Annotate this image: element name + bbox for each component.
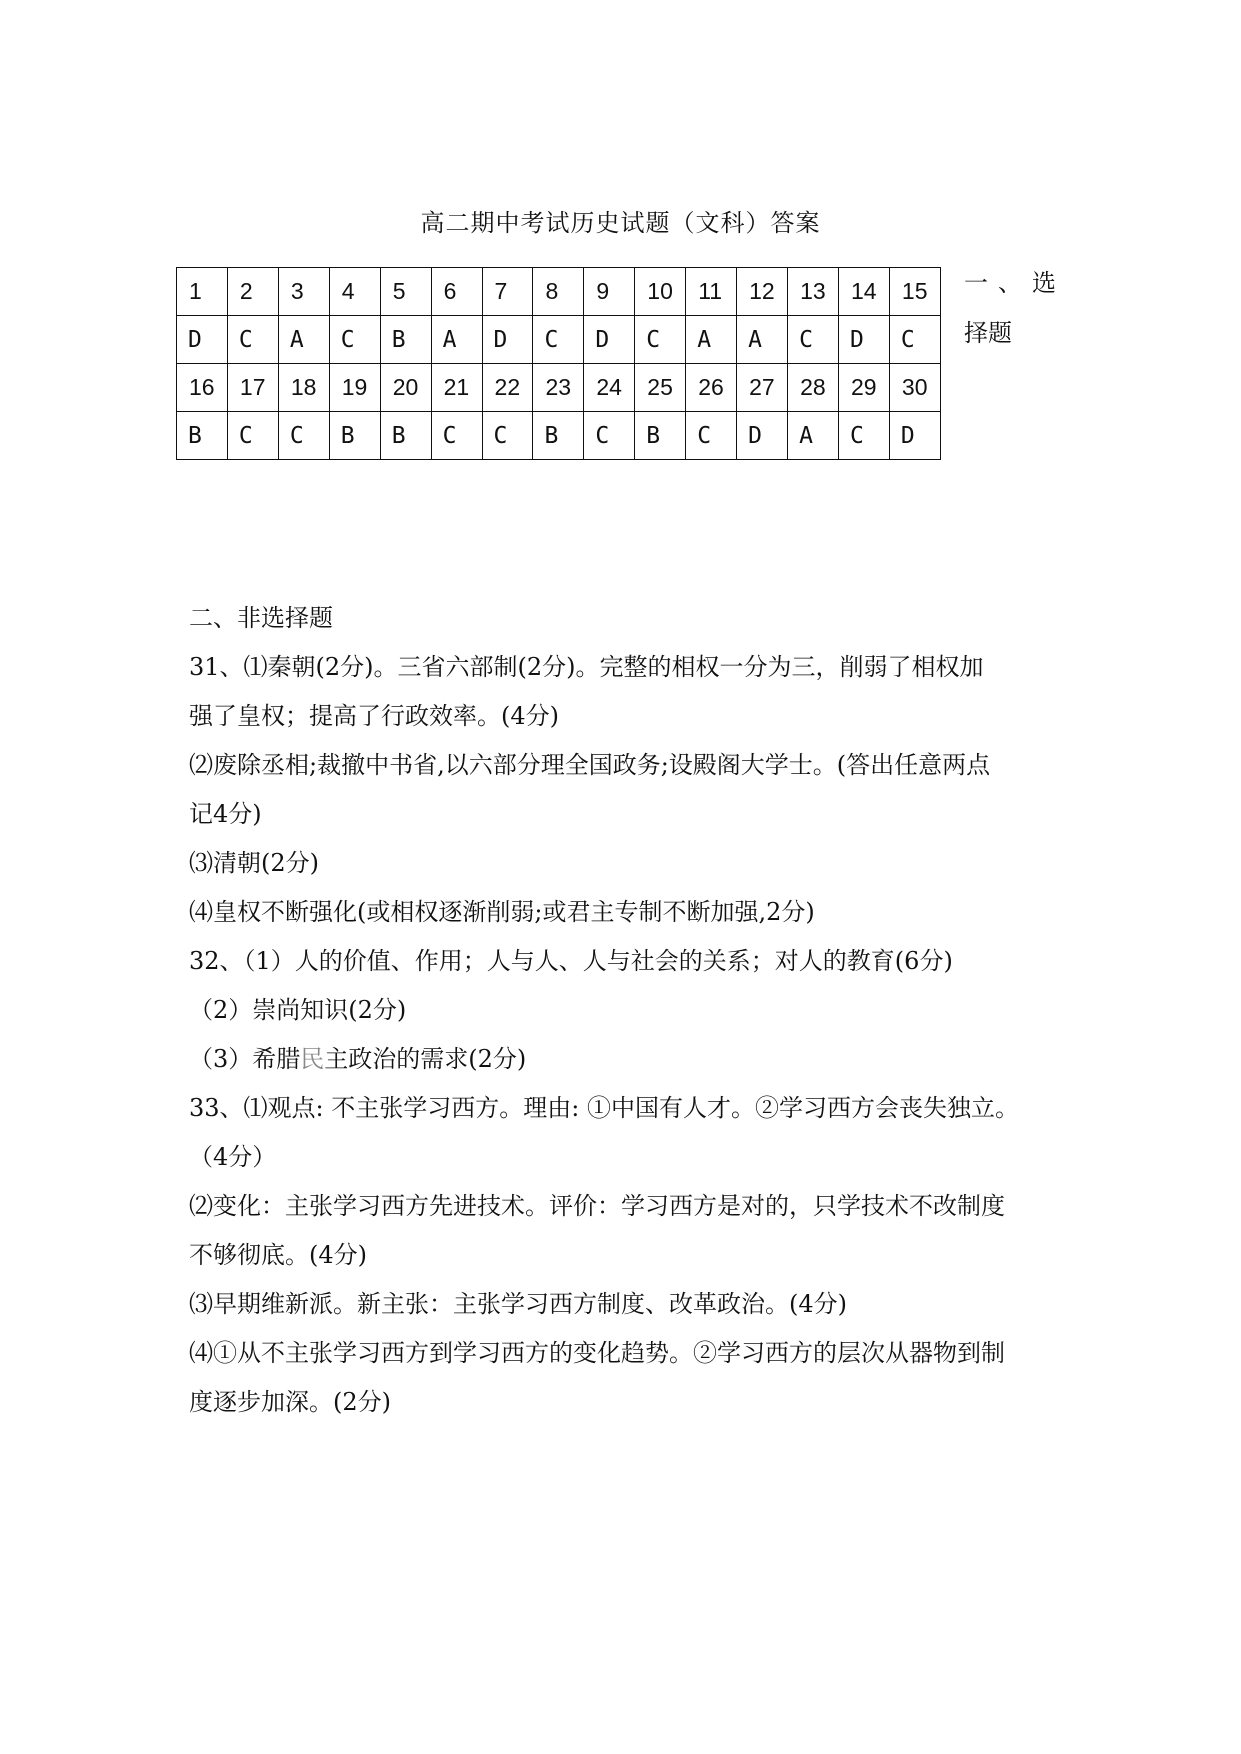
question-number-cell: 16: [177, 364, 228, 412]
section1-label-line1: [964, 258, 1056, 308]
answer-line: 32、（1）人的价值、作用；人与人、人与社会的关系；对人的教育(6分): [189, 947, 953, 975]
answer-cell: C: [533, 316, 584, 364]
section1-label-part: 一: [964, 269, 988, 297]
question-number-cell: 14: [838, 268, 889, 316]
answer-cell: C: [278, 412, 329, 460]
question-number-cell: 6: [431, 268, 482, 316]
question-number-cell: 7: [482, 268, 533, 316]
question-number-cell: 29: [838, 364, 889, 412]
question-number-cell: 28: [788, 364, 839, 412]
section1-label-line2: 择题: [964, 319, 1012, 347]
answer-line: （4分）: [189, 1143, 277, 1171]
section1-label-part: 选: [1032, 269, 1056, 297]
question-number-cell: 27: [737, 364, 788, 412]
answer-cell: B: [533, 412, 584, 460]
answer-cell: C: [635, 316, 686, 364]
answer-cell: A: [278, 316, 329, 364]
question-number-cell: 23: [533, 364, 584, 412]
answer-line: ⑵变化：主张学习西方先进技术。评价：学习西方是对的，只学技术不改制度: [189, 1192, 1005, 1220]
answer-cell: C: [431, 412, 482, 460]
question-number-cell: 3: [278, 268, 329, 316]
faded-character: 民: [300, 1045, 325, 1073]
answer-line: 记4分): [189, 800, 262, 828]
question-number-cell: 17: [227, 364, 278, 412]
section2-heading: 二、非选择题: [189, 604, 333, 632]
answer-cell: C: [584, 412, 635, 460]
question-number-cell: 5: [380, 268, 431, 316]
answer-table: [176, 267, 941, 460]
answer-line: 强了皇权；提高了行政效率。(4分): [189, 702, 559, 730]
answer-cell: C: [838, 412, 889, 460]
answer-line: （2）崇尚知识(2分): [189, 996, 407, 1024]
answer-line: ⑷皇权不断强化(或相权逐渐削弱;或君主专制不断加强,2分): [189, 898, 815, 926]
answer-cell: C: [788, 316, 839, 364]
answer-cell: D: [177, 316, 228, 364]
answer-line: ⑷①从不主张学习西方到学习西方的变化趋势。②学习西方的层次从器物到制: [189, 1339, 1005, 1367]
answer-cell: D: [838, 316, 889, 364]
question-number-cell: 21: [431, 364, 482, 412]
answer-line: 31、⑴秦朝(2分)。三省六部制(2分)。完整的相权一分为三，削弱了相权加: [189, 653, 984, 681]
answer-cell: C: [889, 316, 940, 364]
answer-cell: B: [635, 412, 686, 460]
answer-cell: D: [584, 316, 635, 364]
answer-cell: B: [329, 412, 380, 460]
answer-cell: A: [686, 316, 737, 364]
question-number-cell: 18: [278, 364, 329, 412]
question-number-row: [177, 364, 941, 412]
question-number-row: [177, 268, 941, 316]
answer-line: ⑶早期维新派。新主张：主张学习西方制度、改革政治。(4分): [189, 1290, 847, 1318]
answer-cell: C: [227, 412, 278, 460]
question-number-cell: 26: [686, 364, 737, 412]
answer-cell: D: [482, 316, 533, 364]
answer-cell: D: [889, 412, 940, 460]
question-number-cell: 4: [329, 268, 380, 316]
question-number-cell: 15: [889, 268, 940, 316]
question-number-cell: 12: [737, 268, 788, 316]
question-number-cell: 30: [889, 364, 940, 412]
answer-row: [177, 412, 941, 460]
answer-cell: A: [737, 316, 788, 364]
question-number-cell: 11: [686, 268, 737, 316]
answer-row: [177, 316, 941, 364]
answer-cell: B: [380, 316, 431, 364]
answer-line: [189, 1035, 1059, 1084]
section2: [189, 594, 1059, 1427]
answer-cell: C: [329, 316, 380, 364]
answer-cell: B: [177, 412, 228, 460]
section1-label-part: 、: [998, 269, 1022, 297]
question-number-cell: 1: [177, 268, 228, 316]
answer-line-end: 主政治的需求(2分): [324, 1045, 527, 1073]
question-number-cell: 24: [584, 364, 635, 412]
answer-line: 33、⑴观点: 不主张学习西方。理由: ①中国有人才。②学习西方会丧失独立。: [189, 1094, 1019, 1122]
answer-line: 度逐步加深。(2分): [189, 1388, 391, 1416]
answer-cell: C: [686, 412, 737, 460]
question-number-cell: 10: [635, 268, 686, 316]
question-number-cell: 9: [584, 268, 635, 316]
page-title: 高二期中考试历史试题（文科）答案: [420, 209, 821, 237]
question-number-cell: 22: [482, 364, 533, 412]
question-number-cell: 25: [635, 364, 686, 412]
question-number-cell: 8: [533, 268, 584, 316]
question-number-cell: 13: [788, 268, 839, 316]
answer-line: ⑵废除丞相;裁撤中书省,以六部分理全国政务;设殿阁大学士。(答出任意两点: [189, 751, 991, 779]
answer-cell: A: [431, 316, 482, 364]
answer-cell: B: [380, 412, 431, 460]
answer-line: 不够彻底。(4分): [189, 1241, 367, 1269]
answer-cell: A: [788, 412, 839, 460]
answer-line-start: （3）希腊: [189, 1045, 301, 1073]
section1-label: [964, 258, 1056, 358]
answer-cell: C: [482, 412, 533, 460]
answer-cell: C: [227, 316, 278, 364]
question-number-cell: 2: [227, 268, 278, 316]
question-number-cell: 19: [329, 364, 380, 412]
question-number-cell: 20: [380, 364, 431, 412]
answer-line: ⑶清朝(2分): [189, 849, 319, 877]
answer-cell: D: [737, 412, 788, 460]
answer-table-body: [177, 268, 941, 460]
